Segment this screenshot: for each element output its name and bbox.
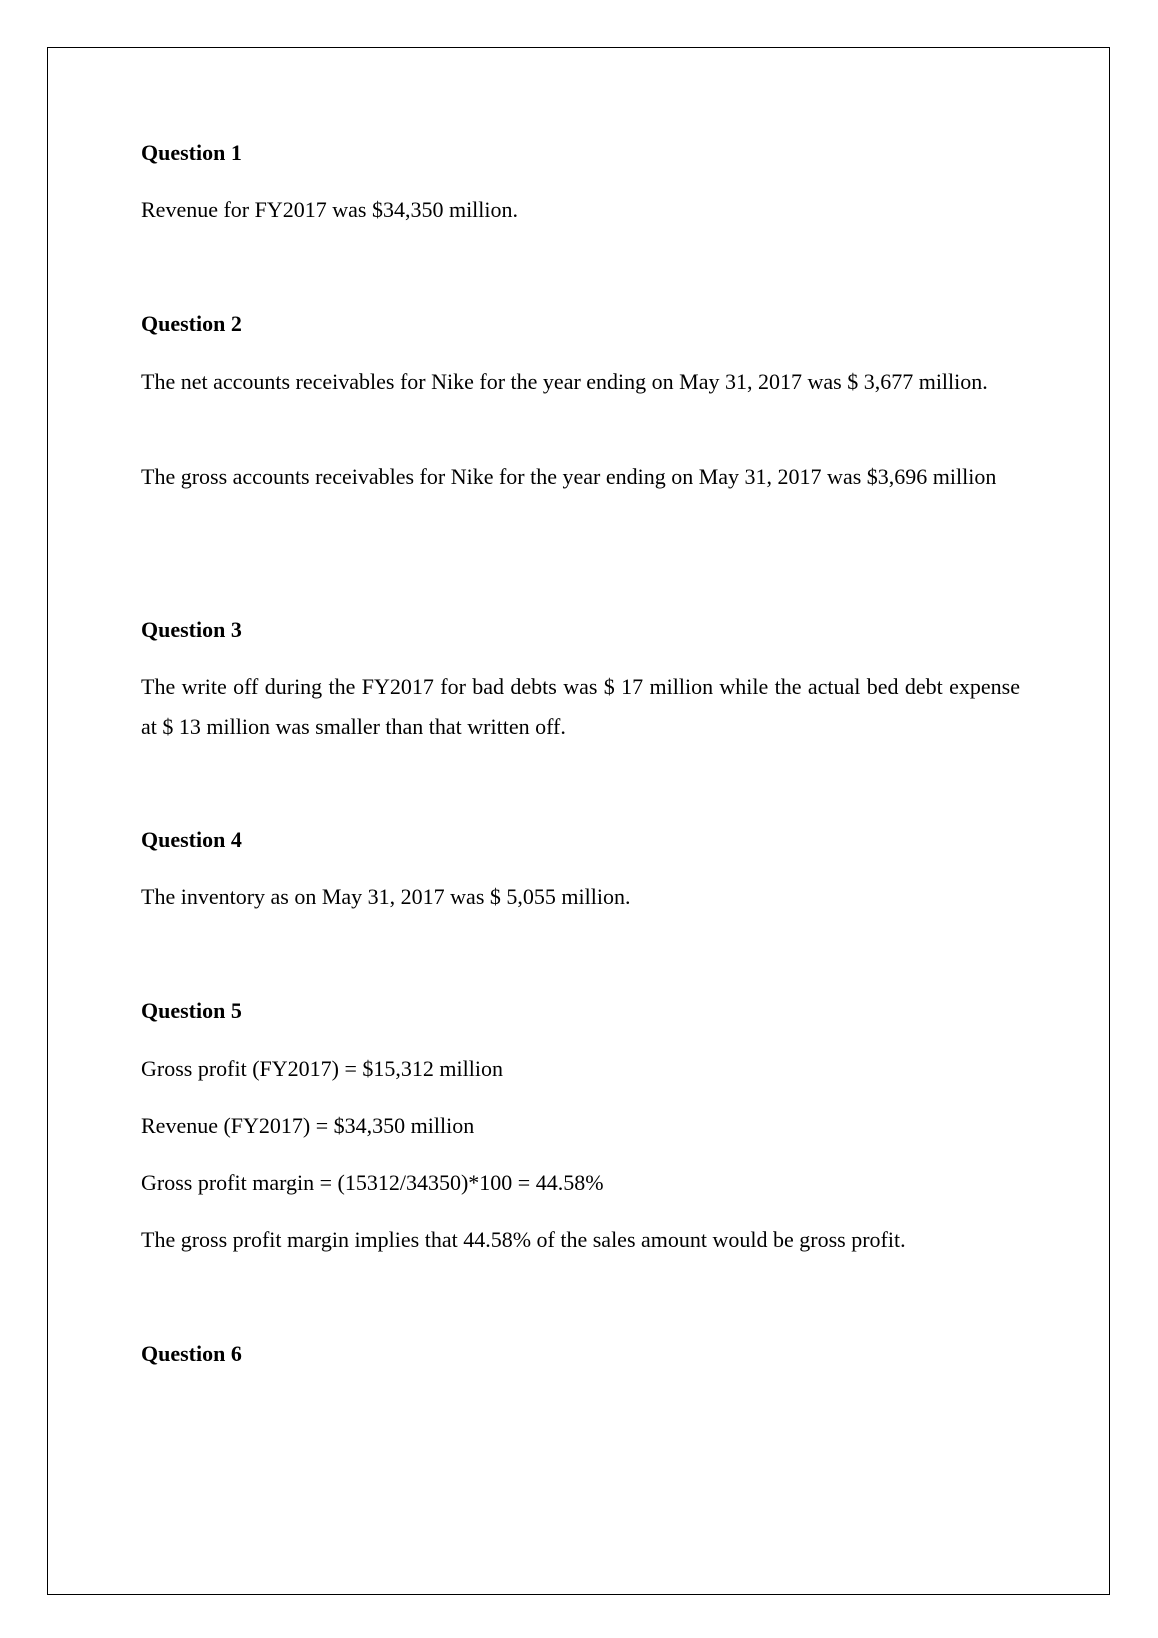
- question-5-gross-profit: Gross profit (FY2017) = $15,312 million: [141, 1056, 503, 1081]
- question-4-heading: Question 4: [141, 827, 242, 852]
- question-5-interpretation: The gross profit margin implies that 44.58% of the sales amount would be gross profit.: [141, 1227, 906, 1252]
- question-5-revenue: Revenue (FY2017) = $34,350 million: [141, 1113, 475, 1138]
- question-3-heading: Question 3: [141, 617, 242, 642]
- question-3-answer: The write off during the FY2017 for bad debts was $ 17 million while the actual bed debt expense at $ 13 million was smaller than that written off.: [141, 674, 1020, 739]
- question-1-answer: Revenue for FY2017 was $34,350 million.: [141, 197, 519, 222]
- question-4-answer: The inventory as on May 31, 2017 was $ 5,055 million.: [141, 884, 631, 909]
- question-2-gross-receivables: The gross accounts receivables for Nike for the year ending on May 31, 2017 was $3,696 million: [141, 464, 997, 489]
- question-2-heading: Question 2: [141, 311, 242, 336]
- question-5-margin-formula: Gross profit margin = (15312/34350)*100 = 44.58%: [141, 1170, 604, 1195]
- question-5-heading: Question 5: [141, 998, 242, 1023]
- question-6-heading: Question 6: [141, 1341, 242, 1366]
- question-2-net-receivables: The net accounts receivables for Nike for the year ending on May 31, 2017 was $ 3,677 million.: [141, 369, 988, 394]
- question-1-heading: Question 1: [141, 140, 242, 165]
